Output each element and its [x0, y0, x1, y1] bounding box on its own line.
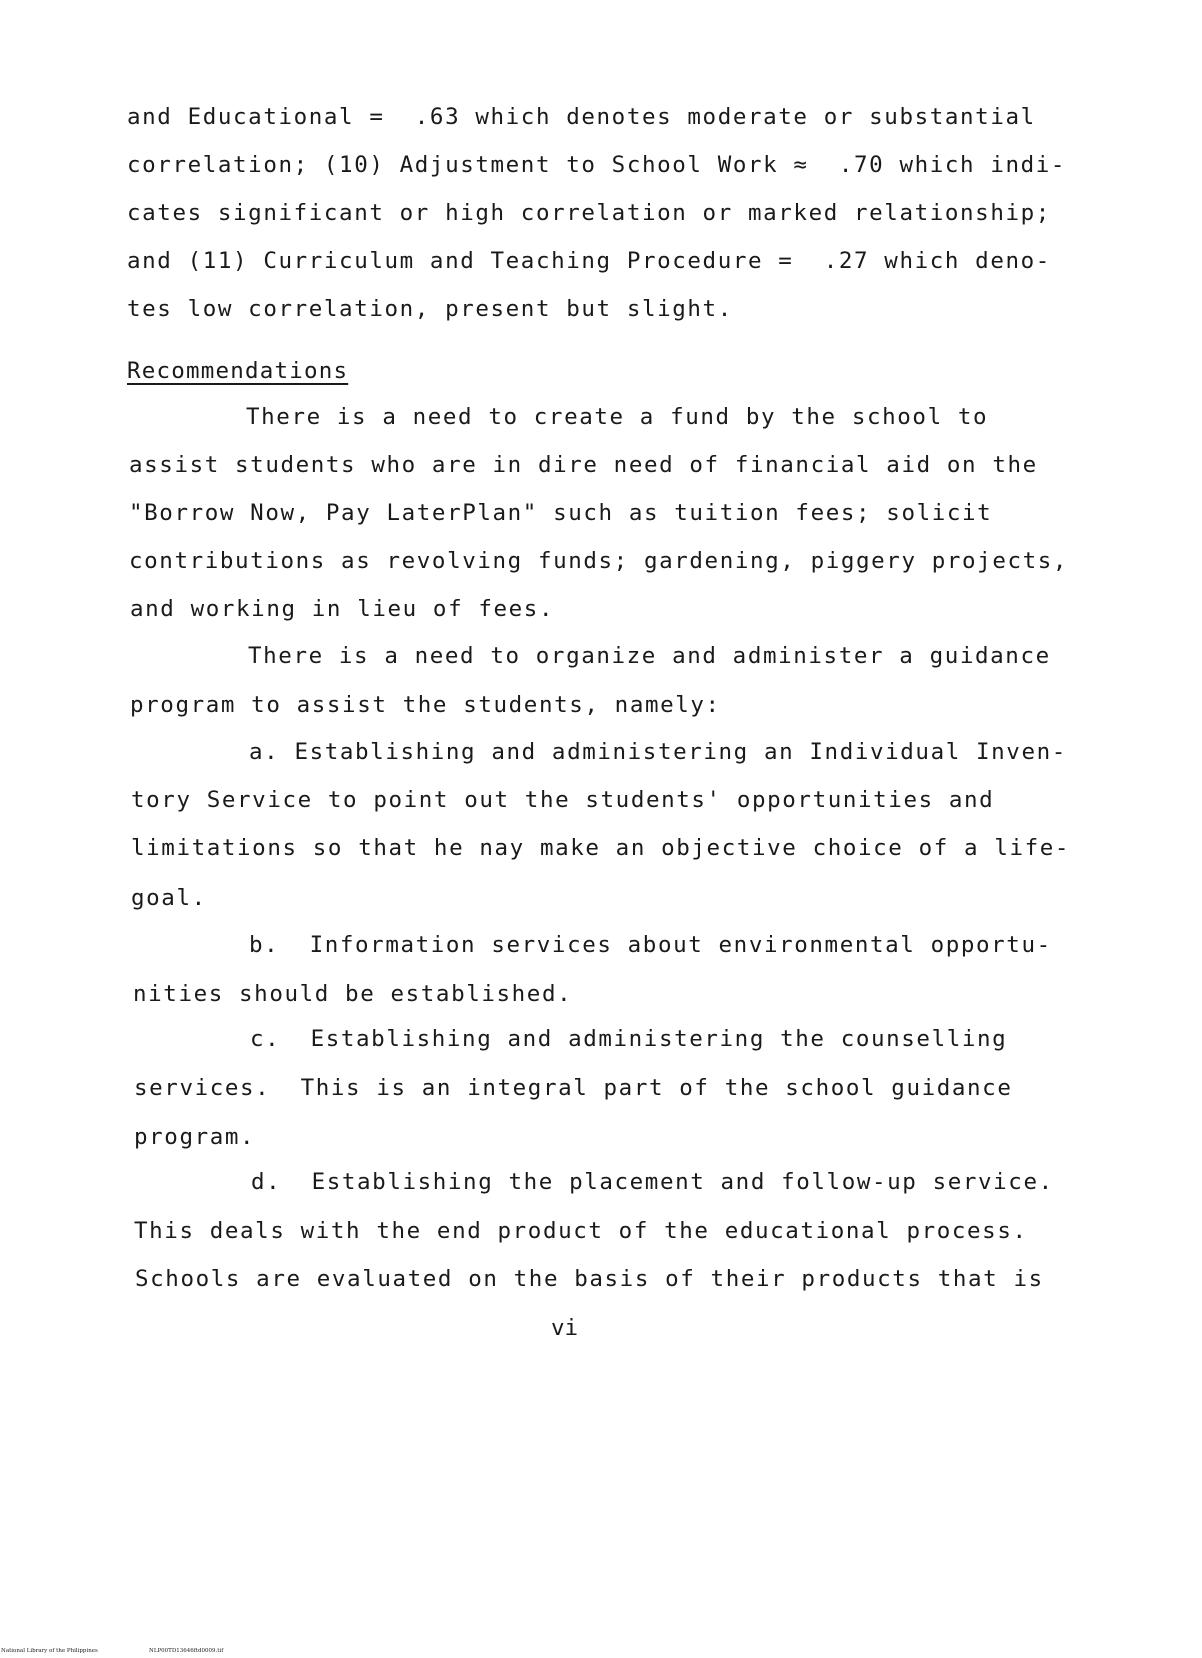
footer-library: National Library of the Philippines: [1, 1648, 98, 1654]
section-heading: Recommendations: [127, 358, 349, 384]
text-line: Schools are evaluated on the basis of their products that is: [135, 1266, 1044, 1292]
text-line: assist students who are in dire need of financial aid on the: [129, 452, 1038, 478]
text-line: nities should be established.: [133, 981, 573, 1007]
text-line: correlation; (10) Adjustment to School Work ≈ .70 which indi-: [127, 152, 1067, 178]
list-item-c: c. Establishing and administering the counselling: [250, 1026, 1008, 1052]
text-line: goal.: [131, 885, 207, 911]
text-line: services. This is an integral part of the school guidance: [134, 1075, 1013, 1101]
text-line: cates significant or high correlation or marked relationship;: [127, 200, 1051, 226]
text-line: program to assist the students, namely:: [130, 692, 721, 718]
list-item-a: a. Establishing and administering an Individual Inven-: [249, 739, 1067, 765]
text-line: limitations so that he nay make an objective choice of a life-: [131, 835, 1071, 861]
text-line: tory Service to point out the students' opportunities and: [131, 787, 995, 813]
text-line: There is a need to organize and administer a guidance: [248, 643, 1051, 669]
text-line: contributions as revolving funds; gardening, piggery projects,: [129, 548, 1069, 574]
list-item-b: b. Information services about environmental opportu-: [249, 932, 1052, 958]
text-line: and Educational = .63 which denotes moderate or substantial: [127, 104, 1036, 130]
page-number: vi: [551, 1315, 579, 1341]
text-line: and working in lieu of fees.: [130, 596, 555, 622]
text-line: "Borrow Now, Pay LaterPlan" such as tuition fees; solicit: [129, 500, 993, 526]
text-line: and (11) Curriculum and Teaching Procedure = .27 which deno-: [127, 248, 1051, 274]
footer-filename: NLP00TD13646ftd0009.tif: [149, 1648, 224, 1654]
text-line: There is a need to create a fund by the school to: [246, 404, 989, 430]
text-line: program.: [134, 1124, 256, 1150]
text-line: tes low correlation, present but slight.: [127, 296, 733, 322]
list-item-d: d. Establishing the placement and follow-up service.: [251, 1169, 1054, 1195]
text-line: This deals with the end product of the educational process.: [134, 1218, 1028, 1244]
